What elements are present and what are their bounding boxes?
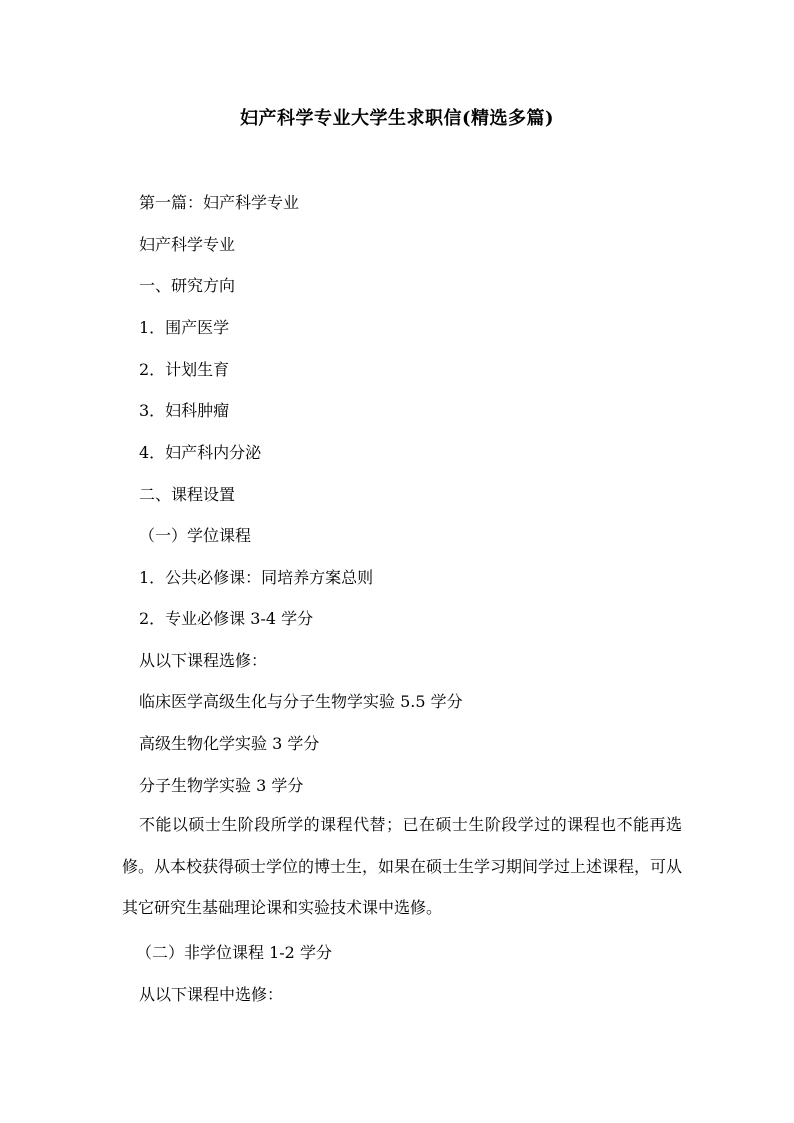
subheading-non-degree-courses: （二）非学位课程 1-2 学分 [136, 943, 332, 962]
document-title: 妇产科学专业大学生求职信(精选多篇) [239, 108, 555, 129]
course-line: 分子生物学实验 3 学分 [139, 776, 304, 795]
subject-name: 妇产科学专业 [139, 235, 236, 254]
heading-course-setup: 二、课程设置 [139, 485, 236, 504]
body-paragraph: 不能以硕士生阶段所学的课程代替；已在硕士生阶段学过的课程也不能再选修。从本校获得硕士学位的博士生，如果在硕士生学习期间学过上述课程，可从其它研究生基础理论课和实验技术课中选修。 [122, 815, 683, 917]
list-item: 2．计划生育 [139, 360, 230, 379]
text-line: 从以下课程选修： [139, 651, 268, 670]
list-item: 1．公共必修课：同培养方案总则 [139, 568, 374, 587]
section-heading: 第一篇：妇产科学专业 [139, 193, 300, 212]
list-item: 2．专业必修课 3-4 学分 [139, 609, 314, 628]
course-line: 高级生物化学实验 3 学分 [139, 734, 320, 753]
course-line: 临床医学高级生化与分子生物学实验 5.5 学分 [139, 692, 463, 711]
list-item: 4．妇产科内分泌 [139, 443, 262, 462]
list-item: 3．妇科肿瘤 [139, 401, 230, 420]
subheading-degree-courses: （一）学位课程 [139, 526, 252, 545]
text-line: 从以下课程中选修： [139, 985, 284, 1004]
heading-research-direction: 一、研究方向 [139, 276, 236, 295]
list-item: 1．围产医学 [139, 318, 230, 337]
